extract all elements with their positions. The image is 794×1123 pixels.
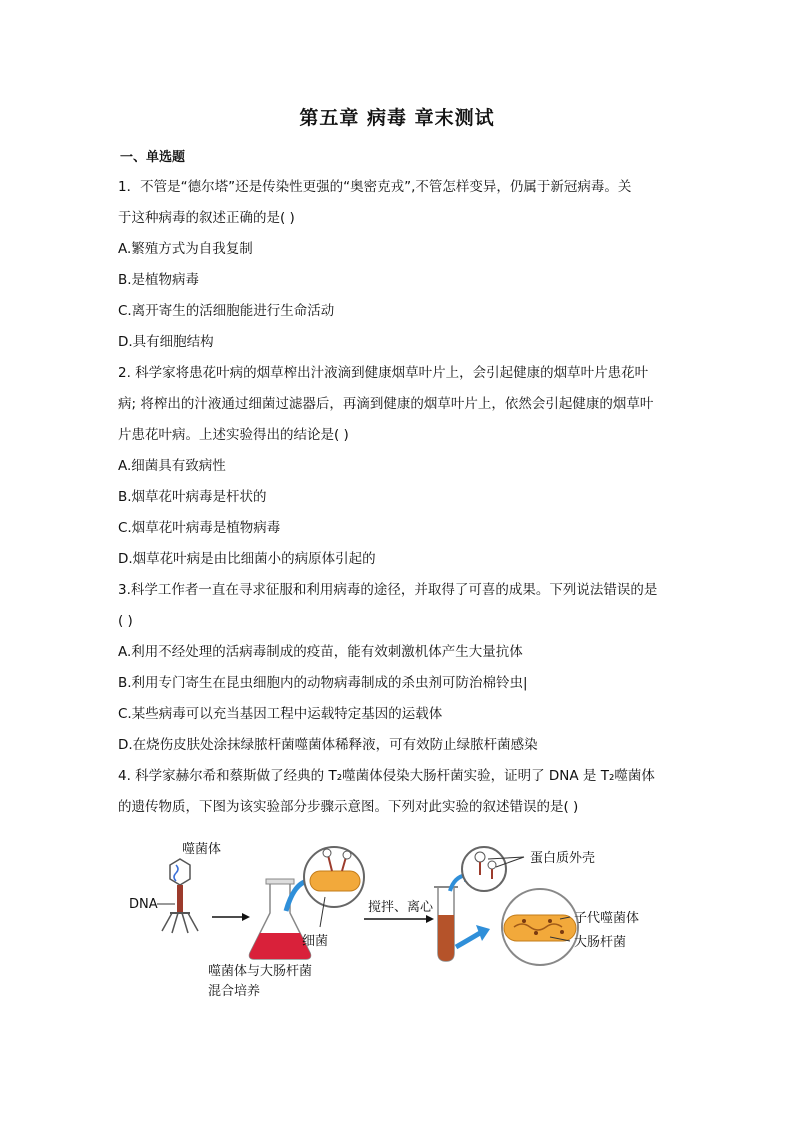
option-b: B.利用专门寄生在昆虫细胞内的动物病毒制成的杀虫剂可防治棉铃虫| — [118, 675, 528, 691]
blue-arrow-icon — [456, 925, 490, 947]
option-d: D.在烧伤皮肤处涂抹绿脓杆菌噬菌体稀释液，可有效防止绿脓杆菌感染 — [118, 737, 538, 753]
option-c: C.烟草花叶病毒是植物病毒 — [118, 520, 281, 536]
question-2 — [118, 358, 678, 575]
question-stem-line: 2. 科学家将患花叶病的烟草榨出汁液滴到健康烟草叶片上，会引起健康的烟草叶片患花叶 — [118, 365, 649, 381]
dna-label: DNA — [129, 897, 158, 912]
option-c: C.离开寄生的活细胞能进行生命活动 — [118, 303, 335, 319]
protein-coat-label: 蛋白质外壳 — [530, 851, 596, 866]
test-tube-icon — [434, 887, 458, 961]
question-stem-line: 片患花叶病。上述实验得出的结论是( ) — [118, 427, 349, 443]
section-heading: 一、单选题 — [120, 150, 186, 165]
question-stem-line: 于这种病毒的叙述正确的是( ) — [118, 210, 295, 226]
arrow-icon — [212, 913, 250, 921]
question-1 — [118, 172, 678, 358]
ecoli-zoom-icon — [502, 889, 578, 965]
question-stem-line: 4. 科学家赫尔希和蔡斯做了经典的 T₂噬菌体侵染大肠杆菌实验，证明了 DNA 是 T₂噬菌体 — [118, 768, 655, 784]
phage-icon — [162, 859, 198, 933]
option-b: B.烟草花叶病毒是杆状的 — [118, 489, 267, 505]
question-4 — [118, 761, 678, 823]
bacteria-label: 细菌 — [302, 934, 329, 949]
phage-label: 噬菌体 — [182, 842, 222, 857]
protein-coat-zoom-icon — [462, 847, 506, 891]
question-stem-line: 的遗传物质，下图为该实验部分步骤示意图。下列对此实验的叙述错误的是( ) — [118, 799, 579, 815]
option-b: B.是植物病毒 — [118, 272, 200, 288]
question-stem-line: 1．不管是“德尔塔”还是传染性更强的“奥密克戎”,不管怎样变异，仍属于新冠病毒。关 — [118, 179, 632, 195]
arrow-icon — [364, 915, 434, 923]
question-stem-line: ( ) — [118, 613, 133, 629]
question-3 — [118, 575, 678, 761]
page-title: 第五章 病毒 章末测试 — [299, 107, 495, 129]
option-a: A.利用不经处理的活病毒制成的疫苗，能有效刺激机体产生大量抗体 — [118, 644, 523, 660]
option-a: A.细菌具有致病性 — [118, 458, 226, 474]
experiment-diagram — [120, 835, 680, 1005]
stir-label: 搅拌、离心 — [368, 900, 434, 915]
bacterium-zoom-icon — [304, 847, 364, 907]
option-a: A.繁殖方式为自我复制 — [118, 241, 253, 257]
option-d: D.烟草花叶病是由比细菌小的病原体引起的 — [118, 551, 376, 567]
question-stem-line: 3.科学工作者一直在寻求征服和利用病毒的途径，并取得了可喜的成果。下列说法错误的是 — [118, 582, 658, 598]
option-c: C.某些病毒可以充当基因工程中运载特定基因的运载体 — [118, 706, 443, 722]
mix-label-line2: 混合培养 — [208, 984, 261, 999]
questions-list — [118, 172, 678, 823]
question-stem-line: 病; 将榨出的汁液通过细菌过滤器后，再滴到健康的烟草叶片上，依然会引起健康的烟草叶 — [118, 396, 654, 412]
mix-label-line1: 噬菌体与大肠杆菌 — [208, 964, 313, 979]
progeny-label: 子代噬菌体 — [574, 911, 640, 926]
option-d: D.具有细胞结构 — [118, 334, 214, 350]
ecoli-label: 大肠杆菌 — [574, 935, 627, 950]
